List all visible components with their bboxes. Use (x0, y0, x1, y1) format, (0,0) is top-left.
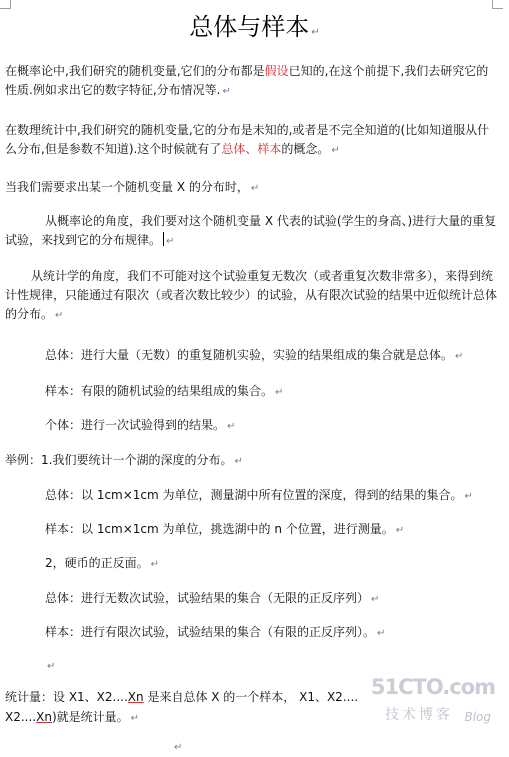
paragraph-probability-view: 从概率论的角度，我们要对这个随机变量 X 代表的试验(学生的身高、)进行大量的重复试验，来找到它的分布规律。 ↵ (5, 214, 497, 247)
page-corner-mark-right (492, 0, 503, 9)
watermark-blog: Blog (464, 710, 491, 724)
document-title: 总体与样本 ↵ (189, 13, 320, 41)
example-intro: 举例：1.我们要统计一个湖的深度的分布。 ↵ (5, 453, 243, 467)
watermark-text: 技术博客 (385, 707, 453, 723)
watermark-logo: 51CTO.com (370, 675, 495, 699)
site-watermark (365, 675, 495, 730)
text-cursor (163, 232, 164, 246)
example1-sample: 样本：以 1cm×1cm 为单位，挑选湖中的 n 个位置，进行测量。 ↵ (45, 522, 405, 536)
definition-population: 总体：进行大量（无数）的重复随机实验，实验的结果组成的集合就是总体。 ↵ (45, 348, 464, 362)
paragraph-statistics-view: 从统计学的角度，我们不可能对这个试验重复无数次（或者重复次数非常多），来得到统计性规律，只能通过有限次（或者次数比较少）的试验，从有限次试验的结果中近似统计总体的分布。 ↵ (5, 269, 498, 321)
definition-individual: 个体：进行一次试验得到的结果。 ↵ (45, 418, 236, 432)
paragraph-probability-theory: 在概率论中,我们研究的随机变量,它们的分布都是假设已知的,在这个前提下,我们去研究它的性质.例如求出它的数字特征,分布情况等. ↵ (5, 64, 489, 97)
highlight-assumed: 假设 (264, 64, 289, 78)
example2-intro: 2，硬币的正反面。 ↵ (45, 556, 160, 570)
highlight-sample: 样本 (257, 142, 282, 156)
paragraph-mathematical-statistics: 在数理统计中,我们研究的随机变量,它的分布是未知的,或者是不完全知道的(比如知道服从什么分布,但是参数不知道).这个时候就有了总体、样本的概念。 ↵ (5, 123, 490, 156)
definition-sample: 样本：有限的随机试验的结果组成的集合。 ↵ (45, 384, 284, 398)
statistic-definition-line1: 统计量：设 X1、X2....Xn 是来自总体 X 的一个样本， X1、X2.... (5, 690, 359, 704)
example1-population: 总体：以 1cm×1cm 为单位，测量湖中所有位置的深度，得到的结果的集合。 ↵ (45, 488, 473, 502)
trailing-paragraph-mark: ↵ (174, 742, 183, 753)
statistic-definition-line2: X2....Xn)就是统计量。 ↵ (5, 710, 140, 724)
page-corner-mark-left (0, 0, 11, 9)
example2-population: 总体：进行无数次试验，试验结果的集合（无限的正反序列） ↵ (45, 591, 380, 605)
example2-sample: 样本：进行有限次试验，试验结果的集合（有限的正反序列）。 ↵ (45, 625, 386, 639)
paragraph-seek-distribution: 当我们需要求出某一个随机变量 X 的分布时， ↵ (5, 180, 260, 194)
empty-paragraph: ↵ (47, 661, 56, 672)
highlight-population: 总体 (221, 142, 246, 156)
